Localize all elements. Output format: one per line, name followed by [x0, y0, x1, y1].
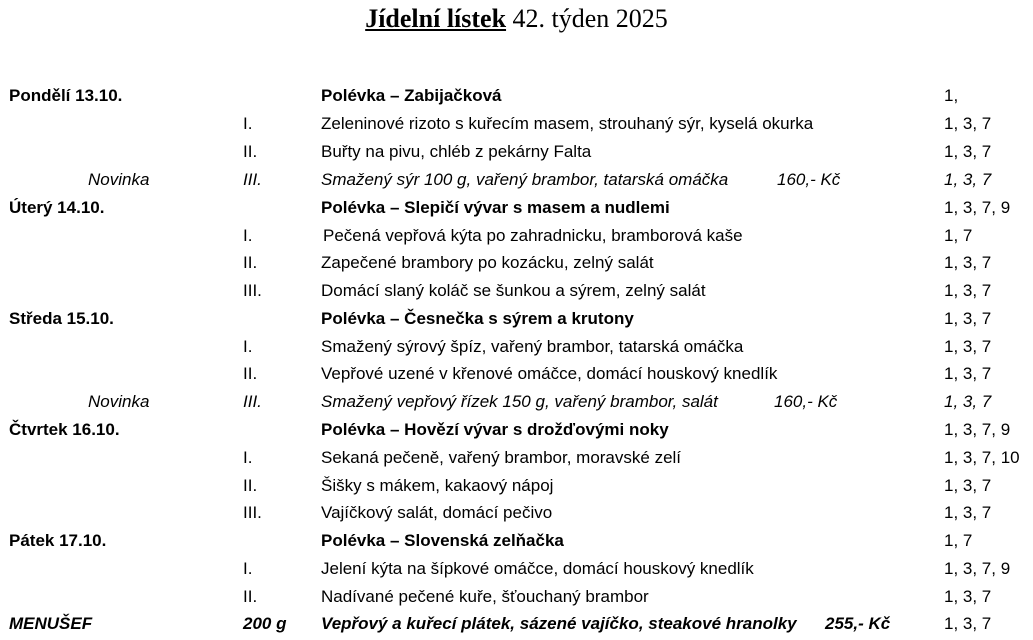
dish-number: II.: [243, 476, 258, 495]
menu-row: [0, 446, 1033, 470]
dish-number: II.: [243, 142, 258, 161]
allergens: 1, 3, 7, 9: [944, 559, 1011, 578]
dish-number: II.: [243, 253, 258, 272]
allergens: 1, 3, 7: [944, 281, 992, 300]
portion-weight: 200 g: [243, 614, 287, 633]
dish-number: I.: [243, 226, 253, 245]
dish-name: Zeleninové rizoto s kuřecím masem, strouhaný sýr, kyselá okurka: [321, 114, 814, 133]
price: 160,- Kč: [774, 392, 838, 411]
dish-name: Nadívané pečené kuře, šťouchaný brambor: [321, 587, 649, 606]
new-tag: Novinka: [88, 170, 150, 189]
menu-row: [0, 390, 1033, 414]
soup-name: Polévka – Slovenská zelňačka: [321, 531, 564, 550]
dish-number: II.: [243, 587, 258, 606]
allergens: 1, 3, 7, 10: [944, 448, 1020, 467]
dish-number: I.: [243, 448, 253, 467]
chef-menu-label: MENUŠEF: [9, 614, 93, 633]
allergens: 1,: [944, 86, 959, 105]
dish-number: II.: [243, 364, 258, 383]
title-week: 42. týden 2025: [506, 4, 668, 33]
allergens: 1, 3, 7: [944, 337, 992, 356]
dish-number: III.: [243, 170, 262, 189]
allergens: 1, 3, 7: [944, 587, 992, 606]
menu-row: [0, 557, 1033, 581]
day-label: Pátek 17.10.: [9, 531, 107, 550]
dish-number: I.: [243, 559, 253, 578]
dish-name: Smažený vepřový řízek 150 g, vařený brambor, salát: [321, 392, 718, 411]
dish-name: Buřty na pivu, chléb z pekárny Falta: [321, 142, 592, 161]
dish-name: Sekaná pečeně, vařený brambor, moravské zelí: [321, 448, 682, 467]
allergens: 1, 7: [944, 226, 973, 245]
menu-row: [0, 224, 1033, 248]
dish-number: III.: [243, 503, 262, 522]
day-label: Pondělí 13.10.: [9, 86, 123, 105]
day-label: Čtvrtek 16.10.: [9, 420, 120, 439]
menu-row: [0, 612, 1033, 636]
dish-name: Pečená vepřová kýta po zahradnicku, bramborová kaše: [323, 226, 743, 245]
menu-row: [0, 474, 1033, 498]
day-label: Úterý 14.10.: [9, 198, 105, 217]
dish-name: Vajíčkový salát, domácí pečivo: [321, 503, 553, 522]
soup-name: Polévka – Slepičí vývar s masem a nudlemi: [321, 198, 670, 217]
dish-name: Zapečené brambory po kozácku, zelný salát: [321, 253, 654, 272]
menu-row: [0, 84, 1033, 108]
allergens: 1, 3, 7: [944, 253, 992, 272]
menu-row: [0, 279, 1033, 303]
menu-row: [0, 501, 1033, 525]
allergens: 1, 3, 7: [944, 392, 992, 411]
menu-row: [0, 112, 1033, 136]
menu-title: [0, 4, 1033, 34]
allergens: 1, 3, 7: [944, 309, 992, 328]
dish-name: Šišky s mákem, kakaový nápoj: [321, 476, 554, 495]
menu-row: [0, 251, 1033, 275]
dish-name: Jelení kýta na šípkové omáčce, domácí houskový knedlík: [321, 559, 754, 578]
allergens: 1, 7: [944, 531, 973, 550]
allergens: 1, 3, 7: [944, 170, 992, 189]
day-label: Středa 15.10.: [9, 309, 114, 328]
soup-name: Polévka – Hovězí vývar s drožďovými noky: [321, 420, 669, 439]
allergens: 1, 3, 7: [944, 364, 992, 383]
dish-name: Domácí slaný koláč se šunkou a sýrem, zelný salát: [321, 281, 706, 300]
dish-number: I.: [243, 337, 253, 356]
dish-name: Vepřový a kuřecí plátek, sázené vajíčko, steakové hranolky: [321, 614, 797, 633]
price: 160,- Kč: [777, 170, 841, 189]
menu-row: [0, 418, 1033, 442]
allergens: 1, 3, 7, 9: [944, 420, 1011, 439]
menu-row: [0, 168, 1033, 192]
menu-row: [0, 585, 1033, 609]
title-bold: Jídelní lístek: [365, 4, 507, 33]
menu-row: [0, 140, 1033, 164]
allergens: 1, 3, 7: [944, 614, 992, 633]
menu-row: [0, 362, 1033, 386]
new-tag: Novinka: [88, 392, 150, 411]
allergens: 1, 3, 7: [944, 114, 992, 133]
price: 255,- Kč: [825, 614, 891, 633]
dish-name: Smažený sýrový špíz, vařený brambor, tatarská omáčka: [321, 337, 744, 356]
soup-name: Polévka – Zabijačková: [321, 86, 502, 105]
allergens: 1, 3, 7: [944, 503, 992, 522]
dish-number: III.: [243, 281, 262, 300]
dish-number: I.: [243, 114, 253, 133]
menu-row: [0, 196, 1033, 220]
dish-number: III.: [243, 392, 262, 411]
menu-row: [0, 307, 1033, 331]
allergens: 1, 3, 7: [944, 142, 992, 161]
allergens: 1, 3, 7: [944, 476, 992, 495]
allergens: 1, 3, 7, 9: [944, 198, 1011, 217]
menu-row: [0, 529, 1033, 553]
dish-name: Vepřové uzené v křenové omáčce, domácí houskový knedlík: [321, 364, 778, 383]
menu-row: [0, 335, 1033, 359]
dish-name: Smažený sýr 100 g, vařený brambor, tatarská omáčka: [321, 170, 729, 189]
soup-name: Polévka – Česnečka s sýrem a krutony: [321, 309, 634, 328]
